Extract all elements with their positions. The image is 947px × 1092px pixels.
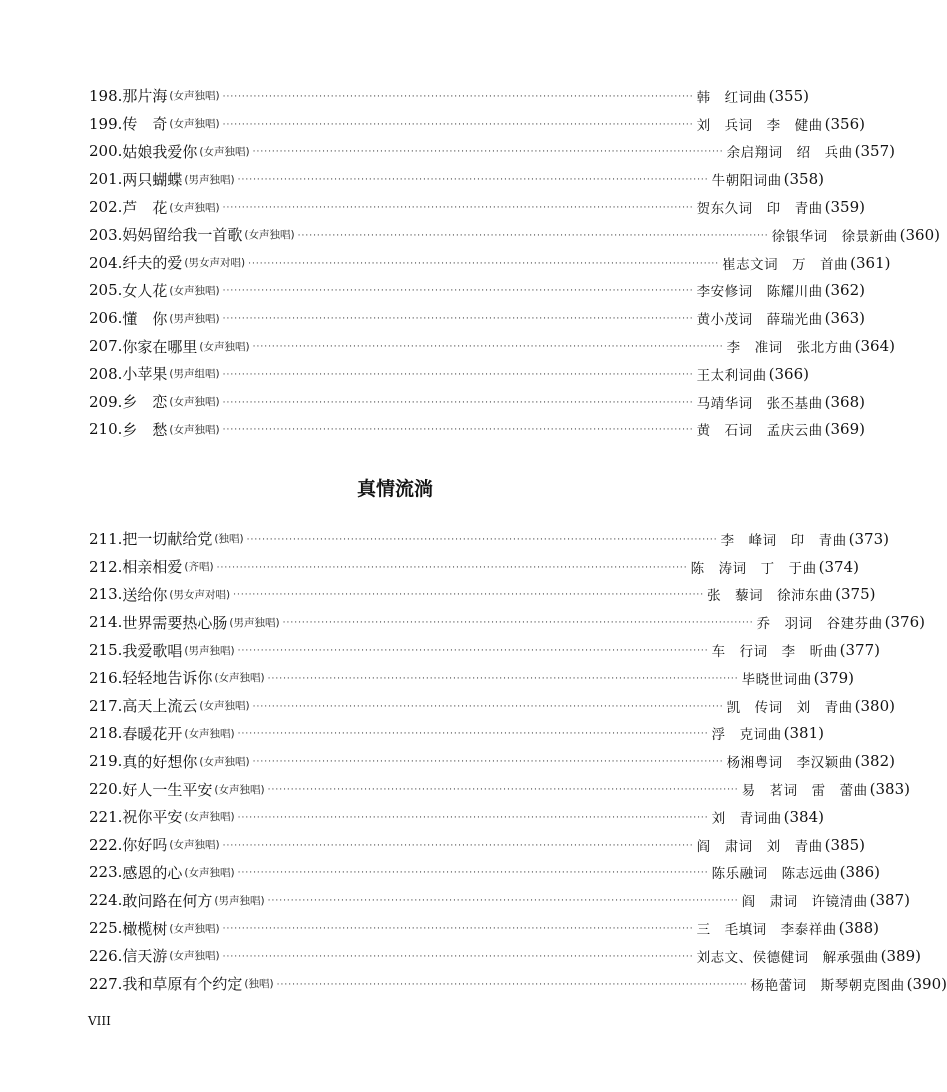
- entry-page-number: (369): [824, 420, 865, 439]
- dot-leader: ··························································································································: [237, 729, 709, 740]
- toc-entry: [89, 720, 824, 748]
- toc-list-part1: [89, 82, 940, 443]
- entry-title: 两只蝴蝶: [122, 170, 183, 189]
- entry-title: 敢问路在何方: [122, 891, 213, 910]
- toc-entry: [89, 775, 910, 803]
- entry-page-number: (380): [854, 696, 895, 715]
- entry-number: 201.: [89, 170, 123, 189]
- entry-page-number: (387): [869, 891, 910, 910]
- entry-credits: 刘 青词曲: [711, 810, 782, 827]
- entry-page-number: (363): [824, 309, 865, 328]
- toc-entry: [89, 859, 880, 887]
- section-title: 真情流淌: [356, 478, 433, 500]
- entry-page-number: (385): [824, 835, 865, 854]
- entry-title: 真的好想你: [122, 752, 198, 771]
- entry-performance-note: (女声独唱): [169, 284, 220, 297]
- dot-leader: ··························································································································: [222, 924, 694, 935]
- entry-credits: 阎 肃词 刘 青曲: [696, 838, 823, 855]
- entry-performance-note: (女声独唱): [184, 811, 235, 824]
- toc-entry: [89, 942, 921, 970]
- entry-credits: 毕晓世词曲: [741, 671, 812, 688]
- entry-page-number: (381): [783, 724, 824, 743]
- entry-number: 220.: [89, 780, 123, 799]
- entry-performance-note: (独唱): [214, 533, 244, 546]
- entry-credits: 三 毛填词 李泰祥曲: [696, 922, 837, 939]
- entry-number: 218.: [89, 724, 123, 743]
- entry-credits: 崔志文词 万 首曲: [722, 256, 849, 273]
- entry-page-number: (368): [824, 392, 865, 411]
- entry-page-number: (384): [783, 807, 824, 826]
- toc-entry: [89, 249, 891, 277]
- entry-credits: 阎 肃词 许镜清曲: [741, 894, 868, 911]
- entry-page-number: (375): [835, 585, 876, 604]
- toc-entry: [89, 525, 889, 553]
- entry-performance-note: (女声独唱): [169, 922, 220, 935]
- entry-title: 我和草原有个约定: [122, 975, 243, 994]
- dot-leader: ··························································································································: [222, 91, 694, 102]
- entry-number: 223.: [89, 863, 123, 882]
- toc-entry: [89, 304, 865, 332]
- toc-entry: [89, 581, 876, 609]
- dot-leader: ··························································································································: [222, 840, 694, 851]
- dot-leader: ··························································································································: [276, 979, 748, 990]
- toc-entry: [89, 360, 809, 388]
- entry-number: 206.: [89, 309, 123, 328]
- entry-performance-note: (女声独唱): [199, 755, 250, 768]
- toc-entry: [89, 332, 895, 360]
- toc-entry: [89, 388, 865, 416]
- entry-title: 我爱歌唱: [122, 641, 183, 660]
- entry-page-number: (377): [839, 641, 880, 660]
- dot-leader: ··························································································································: [297, 230, 769, 241]
- entry-page-number: (382): [854, 752, 895, 771]
- entry-credits: 黄小茂词 薛瑞光曲: [696, 312, 823, 329]
- entry-page-number: (390): [906, 974, 947, 993]
- entry-number: 212.: [89, 557, 123, 576]
- entry-performance-note: (独唱): [244, 978, 274, 991]
- toc-entry: [89, 82, 809, 110]
- entry-page-number: (373): [848, 529, 889, 548]
- entry-title: 你家在哪里: [122, 337, 198, 356]
- dot-leader: ··························································································································: [237, 646, 709, 657]
- entry-page-number: (355): [768, 86, 809, 105]
- entry-title: 世界需要热心肠: [122, 613, 228, 632]
- entry-number: 198.: [89, 86, 123, 105]
- dot-leader: ··························································································································: [222, 119, 694, 130]
- entry-title: 妈妈留给我一首歌: [122, 226, 243, 245]
- dot-leader: ··························································································································: [282, 618, 754, 629]
- entry-page-number: (361): [850, 253, 891, 272]
- entry-performance-note: (男声独唱): [229, 616, 280, 629]
- entry-page-number: (376): [884, 613, 925, 632]
- toc-entry: [89, 416, 865, 444]
- entry-credits: 李安修词 陈耀川曲: [696, 284, 823, 301]
- entry-page-number: (366): [768, 364, 809, 383]
- dot-leader: ··························································································································: [252, 342, 724, 353]
- entry-number: 217.: [89, 696, 123, 715]
- entry-performance-note: (女声独唱): [214, 672, 265, 685]
- toc-entry: [89, 831, 865, 859]
- toc-entry: [89, 747, 895, 775]
- toc-entry: [89, 664, 854, 692]
- entry-title: 感恩的心: [122, 863, 183, 882]
- toc-entry: [89, 553, 859, 581]
- entry-page-number: (389): [880, 946, 921, 965]
- entry-performance-note: (男声独唱): [184, 173, 235, 186]
- entry-number: 222.: [89, 835, 123, 854]
- dot-leader: ··························································································································: [222, 314, 694, 325]
- dot-leader: ··························································································································: [252, 147, 724, 158]
- entry-number: 205.: [89, 281, 123, 300]
- toc-entry: [89, 636, 880, 664]
- toc-entry: [89, 193, 865, 221]
- entry-credits: 马靖华词 张丕基曲: [696, 395, 823, 412]
- entry-performance-note: (男女声对唱): [184, 257, 246, 270]
- entry-credits: 浮 克词曲: [711, 727, 782, 744]
- entry-title: 春暖花开: [122, 724, 183, 743]
- entry-credits: 黄 石词 孟庆云曲: [696, 423, 823, 440]
- entry-title: 你好吗: [122, 836, 168, 855]
- toc-entry: [89, 277, 865, 305]
- entry-number: 199.: [89, 114, 123, 133]
- entry-page-number: (356): [824, 114, 865, 133]
- toc-entry: [89, 138, 895, 166]
- entry-title: 懂 你: [122, 309, 168, 328]
- dot-leader: ··························································································································: [267, 785, 739, 796]
- entry-performance-note: (男女声对唱): [169, 588, 231, 601]
- entry-title: 传 奇: [122, 115, 168, 134]
- entry-page-number: (374): [818, 557, 859, 576]
- entry-credits: 贺东久词 印 青曲: [696, 201, 823, 218]
- entry-number: 203.: [89, 225, 123, 244]
- entry-performance-note: (齐唱): [184, 561, 214, 574]
- entry-credits: 王太利词曲: [696, 367, 767, 384]
- dot-leader: ··························································································································: [248, 258, 720, 269]
- entry-page-number: (357): [854, 142, 895, 161]
- entry-number: 202.: [89, 198, 123, 217]
- dot-leader: ··························································································································: [237, 175, 709, 186]
- entry-performance-note: (女声独唱): [184, 727, 235, 740]
- entry-performance-note: (女声独唱): [169, 396, 220, 409]
- entry-credits: 杨艳蕾词 斯琴朝克图曲: [750, 977, 905, 994]
- entry-credits: 凯 传词 刘 青曲: [726, 699, 853, 716]
- entry-number: 209.: [89, 392, 123, 411]
- dot-leader: ··························································································································: [267, 673, 739, 684]
- entry-credits: 李 准词 张北方曲: [726, 340, 853, 357]
- page-folio: VIII: [88, 1014, 111, 1028]
- entry-title: 送给你: [122, 585, 168, 604]
- dot-leader: ··························································································································: [222, 951, 694, 962]
- entry-performance-note: (女声独唱): [199, 145, 250, 158]
- entry-credits: 徐银华词 徐景新曲: [771, 228, 898, 245]
- entry-title: 橄榄树: [122, 919, 168, 938]
- entry-performance-note: (女声独唱): [169, 950, 220, 963]
- toc-entry: [89, 608, 925, 636]
- entry-title: 高天上流云: [122, 697, 198, 716]
- entry-credits: 车 行词 李 昕曲: [711, 644, 838, 661]
- entry-number: 216.: [89, 668, 123, 687]
- entry-number: 221.: [89, 807, 123, 826]
- entry-performance-note: (女声独唱): [169, 118, 220, 131]
- entry-performance-note: (男声独唱): [214, 894, 265, 907]
- entry-performance-note: (女声独唱): [169, 423, 220, 436]
- entry-title: 相亲相爱: [122, 558, 183, 577]
- dot-leader: ··························································································································: [246, 534, 718, 545]
- entry-title: 乡 恋: [122, 393, 168, 412]
- dot-leader: ··························································································································: [222, 425, 694, 436]
- entry-page-number: (379): [813, 668, 854, 687]
- entry-title: 小苹果: [122, 365, 168, 384]
- entry-credits: 乔 羽词 谷建芬曲: [756, 616, 883, 633]
- dot-leader: ··························································································································: [252, 757, 724, 768]
- entry-title: 信天游: [122, 947, 168, 966]
- toc-entry: [89, 803, 824, 831]
- entry-title: 纤夫的爱: [122, 254, 183, 273]
- dot-leader: ··························································································································: [222, 397, 694, 408]
- entry-credits: 余启翔词 绍 兵曲: [726, 145, 853, 162]
- entry-credits: 陈 涛词 丁 于曲: [690, 560, 817, 577]
- toc-list-part2: [89, 525, 947, 998]
- entry-title: 芦 花: [122, 198, 168, 217]
- entry-page-number: (358): [783, 170, 824, 189]
- entry-title: 那片海: [122, 87, 168, 106]
- entry-number: 227.: [89, 974, 123, 993]
- entry-number: 226.: [89, 946, 123, 965]
- entry-performance-note: (男声独唱): [169, 312, 220, 325]
- toc-entry: [89, 914, 879, 942]
- entry-number: 224.: [89, 891, 123, 910]
- toc-entry: [89, 886, 910, 914]
- entry-performance-note: (女声独唱): [169, 839, 220, 852]
- entry-page-number: (364): [854, 337, 895, 356]
- toc-entry: [89, 110, 865, 138]
- entry-number: 213.: [89, 585, 123, 604]
- dot-leader: ··························································································································: [216, 562, 688, 573]
- entry-number: 208.: [89, 364, 123, 383]
- dot-leader: ··························································································································: [267, 896, 739, 907]
- entry-credits: 刘 兵词 李 健曲: [696, 117, 823, 134]
- entry-number: 219.: [89, 752, 123, 771]
- entry-title: 乡 愁: [122, 420, 168, 439]
- entry-title: 把一切献给党: [122, 530, 213, 549]
- entry-page-number: (362): [824, 281, 865, 300]
- dot-leader: ··························································································································: [222, 286, 694, 297]
- entry-performance-note: (女声独唱): [199, 700, 250, 713]
- entry-number: 204.: [89, 253, 123, 272]
- entry-number: 215.: [89, 641, 123, 660]
- entry-credits: 刘志文、侯德健词 解承强曲: [696, 949, 879, 966]
- entry-title: 姑娘我爱你: [122, 142, 198, 161]
- entry-credits: 张 藜词 徐沛东曲: [707, 588, 834, 605]
- entry-credits: 韩 红词曲: [696, 89, 767, 106]
- dot-leader: ··························································································································: [222, 203, 694, 214]
- entry-page-number: (388): [838, 919, 879, 938]
- entry-performance-note: (女声独唱): [169, 201, 220, 214]
- dot-leader: ··························································································································: [252, 701, 724, 712]
- entry-number: 207.: [89, 337, 123, 356]
- entry-performance-note: (女声独唱): [199, 340, 250, 353]
- entry-number: 214.: [89, 613, 123, 632]
- entry-credits: 李 峰词 印 青曲: [720, 532, 847, 549]
- entry-performance-note: (男声独唱): [184, 644, 235, 657]
- toc-entry: [89, 692, 895, 720]
- entry-page-number: (359): [824, 198, 865, 217]
- toc-entry: [89, 970, 947, 998]
- entry-page-number: (383): [869, 780, 910, 799]
- entry-performance-note: (女声独唱): [184, 866, 235, 879]
- entry-number: 200.: [89, 142, 123, 161]
- entry-title: 轻轻地告诉你: [122, 669, 213, 688]
- entry-page-number: (386): [839, 863, 880, 882]
- toc-entry: [89, 165, 824, 193]
- dot-leader: ··························································································································: [233, 590, 705, 601]
- entry-performance-note: (女声独唱): [214, 783, 265, 796]
- entry-credits: 易 茗词 雷 蕾曲: [741, 783, 868, 800]
- entry-page-number: (360): [899, 225, 940, 244]
- toc-entry: [89, 221, 940, 249]
- entry-performance-note: (女声独唱): [169, 90, 220, 103]
- entry-credits: 杨湘粤词 李汉颖曲: [726, 755, 853, 772]
- entry-number: 225.: [89, 919, 123, 938]
- entry-title: 女人花: [122, 281, 168, 300]
- entry-number: 210.: [89, 420, 123, 439]
- entry-performance-note: (男声组唱): [169, 368, 220, 381]
- entry-credits: 陈乐融词 陈志远曲: [711, 866, 838, 883]
- dot-leader: ··························································································································: [222, 369, 694, 380]
- entry-performance-note: (女声独唱): [244, 229, 295, 242]
- dot-leader: ··························································································································: [237, 868, 709, 879]
- dot-leader: ··························································································································: [237, 812, 709, 823]
- entry-number: 211.: [89, 529, 123, 548]
- entry-title: 好人一生平安: [122, 780, 213, 799]
- entry-credits: 牛朝阳词曲: [711, 173, 782, 190]
- entry-title: 祝你平安: [122, 808, 183, 827]
